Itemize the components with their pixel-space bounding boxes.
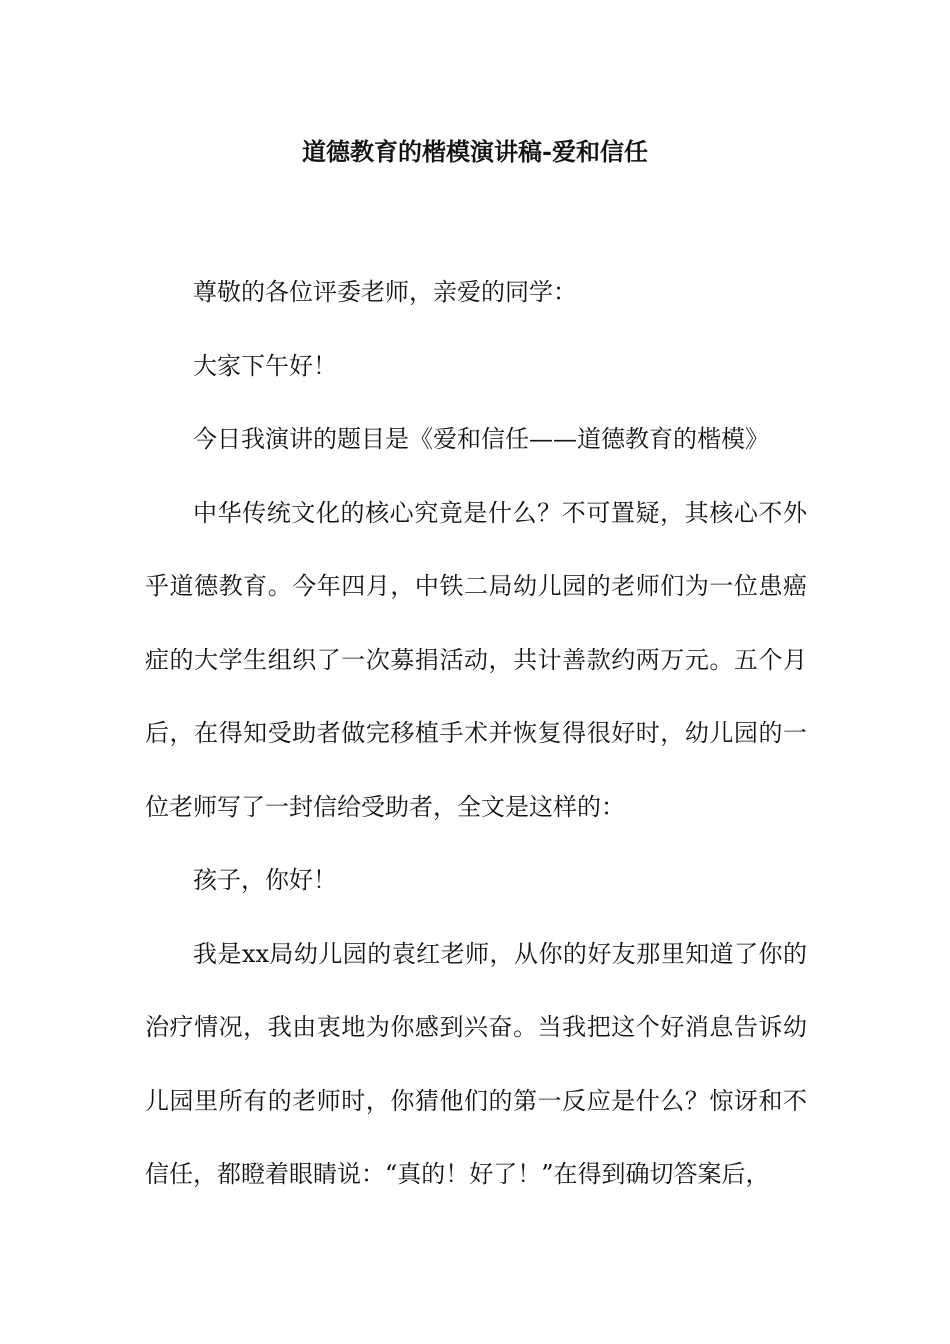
- paragraph-greeting: 大家下午好！: [193, 351, 337, 380]
- paragraph-topic: 今日我演讲的题目是《爱和信任——道德教育的楷模》: [193, 425, 769, 453]
- paragraph-letter-body: 我是xx局幼儿园的袁红老师，从你的好友那里知道了你的治疗情况，我由衷地为你感到兴奋。当我把这个好消息告诉幼儿园里所有的老师时，你猜他们的第一反应是什么？惊讶和不信任，都瞪着眼睛说：“真的！好了！”在得到确切答案后，: [145, 939, 807, 1188]
- paragraph-salutation: 尊敬的各位评委老师，亲爱的同学：: [193, 278, 577, 306]
- paragraph-letter-greeting: 孩子，你好！: [193, 866, 337, 894]
- document-title: 道德教育的楷模演讲稿-爱和信任: [302, 137, 648, 166]
- document-body: [145, 256, 807, 1212]
- paragraph-introduction: 中华传统文化的核心究竟是什么？不可置疑，其核心不外乎道德教育。今年四月，中铁二局幼儿园的老师们为一位患癌症的大学生组织了一次募捐活动，共计善款约两万元。五个月后，在得知受助者做完移植手术并恢复得很好时，幼儿园的一位老师写了一封信给受助者，全文是这样的：: [145, 498, 807, 821]
